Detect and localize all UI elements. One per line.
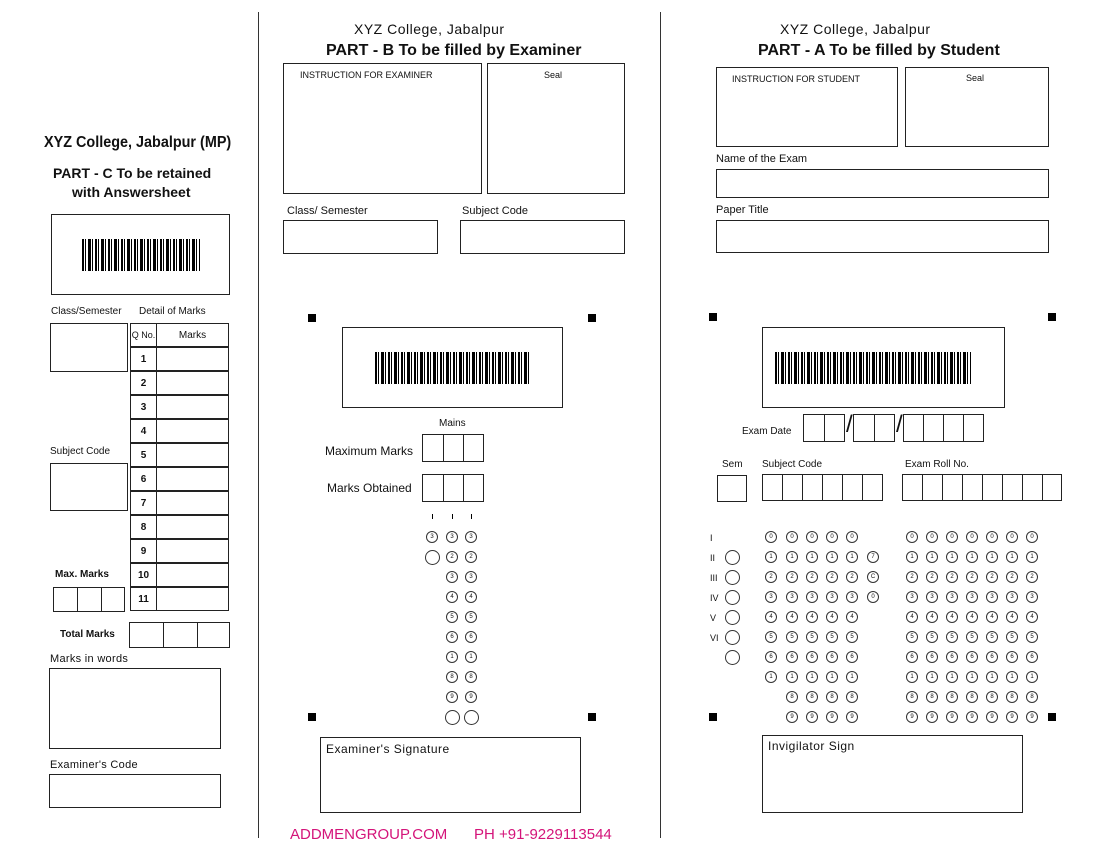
- part-a-barcode-box: [762, 327, 1005, 408]
- roman-label: IV: [710, 593, 719, 603]
- marks-in-words-label: Marks in words: [50, 653, 129, 665]
- total-marks-label: Total Marks: [60, 629, 115, 640]
- qno-cell: 5: [130, 443, 157, 467]
- examiner-seal-label: Seal: [544, 70, 563, 80]
- barcode-icon: [82, 239, 200, 271]
- marks-cell[interactable]: [157, 443, 229, 467]
- maximum-marks-field[interactable]: [422, 434, 484, 462]
- table-row: [130, 395, 229, 419]
- part-b-class-label: Class/ Semester: [287, 205, 368, 217]
- roman-label: I: [710, 533, 713, 543]
- exam-date-month[interactable]: [853, 414, 895, 442]
- qno-header: Q No.: [130, 323, 157, 347]
- part-c-barcode-box: [51, 214, 230, 295]
- footer-website: ADDMENGROUP.COM: [290, 826, 448, 843]
- registration-mark: [308, 713, 316, 721]
- student-instruction-label: INSTRUCTION FOR STUDENT: [732, 74, 860, 84]
- roman-label: V: [710, 613, 717, 623]
- part-b-subject-field[interactable]: [460, 220, 625, 254]
- part-c-title-1: PART - C To be retained: [53, 165, 212, 181]
- subject-code-field[interactable]: [762, 474, 883, 501]
- examiner-signature-label: Examiner's Signature: [326, 742, 450, 756]
- paper-title-label: Paper Title: [716, 204, 769, 216]
- qno-cell: 1: [130, 347, 157, 371]
- max-marks-field[interactable]: [53, 587, 125, 612]
- roman-label: II: [710, 553, 716, 563]
- sem-field[interactable]: [717, 475, 747, 502]
- part-b-subject-label: Subject Code: [462, 205, 529, 217]
- examiner-seal-box: [487, 63, 625, 194]
- marks-cell[interactable]: [157, 491, 229, 515]
- part-b-college: XYZ College, Jabalpur: [354, 21, 505, 37]
- sem-label: Sem: [722, 459, 743, 470]
- part-b-class-field[interactable]: [283, 220, 438, 254]
- qno-cell: 7: [130, 491, 157, 515]
- exam-date-year[interactable]: [903, 414, 984, 442]
- part-b-title: PART - B To be filled by Examiner: [326, 42, 582, 59]
- part-c-college: XYZ College, Jabalpur (MP): [44, 134, 232, 151]
- roman-label: VI: [710, 633, 719, 643]
- exam-roll-field[interactable]: [902, 474, 1062, 501]
- marks-cell[interactable]: [157, 539, 229, 563]
- divider-right: [660, 12, 661, 838]
- date-separator: /: [896, 411, 903, 438]
- part-c-subject-label: Subject Code: [50, 446, 111, 457]
- examiner-instruction-label: INSTRUCTION FOR EXAMINER: [300, 70, 433, 80]
- examiners-code-field[interactable]: [49, 774, 221, 808]
- part-c-subject-field[interactable]: [50, 463, 128, 511]
- max-marks-label: Max. Marks: [55, 569, 109, 580]
- table-row: [130, 587, 229, 611]
- footer-phone: PH +91-9229113544: [474, 826, 612, 843]
- part-c-title-2: with Answersheet: [72, 184, 191, 200]
- marks-cell[interactable]: [157, 371, 229, 395]
- marks-obtained-field[interactable]: [422, 474, 484, 502]
- marks-header: Marks: [157, 323, 229, 347]
- subject-code-label: Subject Code: [762, 459, 823, 470]
- table-row: [130, 419, 229, 443]
- exam-name-label: Name of the Exam: [716, 153, 808, 165]
- table-row: [130, 467, 229, 491]
- qno-cell: 8: [130, 515, 157, 539]
- qno-cell: 11: [130, 587, 157, 611]
- student-seal-box: [905, 67, 1049, 147]
- part-b-barcode-box: [342, 327, 563, 408]
- registration-mark: [308, 314, 316, 322]
- qno-cell: 4: [130, 419, 157, 443]
- invigilator-sign-label: Invigilator Sign: [768, 739, 855, 753]
- marks-cell[interactable]: [157, 467, 229, 491]
- registration-mark: [709, 313, 717, 321]
- exam-date-day[interactable]: [803, 414, 845, 442]
- qno-cell: 6: [130, 467, 157, 491]
- table-row: [130, 371, 229, 395]
- qno-cell: 10: [130, 563, 157, 587]
- total-marks-field[interactable]: [129, 622, 230, 648]
- exam-name-field[interactable]: [716, 169, 1049, 198]
- marks-cell[interactable]: [157, 515, 229, 539]
- examiners-code-label: Examiner's Code: [50, 759, 138, 771]
- table-row: [130, 347, 229, 371]
- registration-mark: [588, 713, 596, 721]
- maximum-marks-label: Maximum Marks: [325, 444, 414, 458]
- divider-left: [258, 12, 259, 838]
- qno-cell: 9: [130, 539, 157, 563]
- marks-obtained-label: Marks Obtained: [327, 481, 412, 495]
- table-row: [130, 539, 229, 563]
- detail-of-marks-label: Detail of Marks: [139, 306, 206, 317]
- registration-mark: [1048, 713, 1056, 721]
- marks-cell[interactable]: [157, 587, 229, 611]
- table-row: [130, 515, 229, 539]
- roman-label: III: [710, 573, 718, 583]
- part-a-college: XYZ College, Jabalpur: [780, 21, 931, 37]
- barcode-icon: [375, 352, 529, 384]
- part-c-class-label: Class/Semester: [51, 306, 122, 317]
- registration-mark: [709, 713, 717, 721]
- marks-table-header: [130, 323, 229, 347]
- qno-cell: 3: [130, 395, 157, 419]
- qno-cell: 2: [130, 371, 157, 395]
- table-row: [130, 491, 229, 515]
- date-separator: /: [846, 411, 853, 438]
- invigilator-sign-box[interactable]: [762, 735, 1023, 813]
- exam-date-label: Exam Date: [742, 426, 792, 437]
- part-a-title: PART - A To be filled by Student: [758, 42, 1000, 59]
- student-instruction-box: [716, 67, 898, 147]
- marks-cell[interactable]: [157, 419, 229, 443]
- student-seal-label: Seal: [966, 73, 985, 83]
- mains-label: Mains: [439, 418, 466, 429]
- registration-mark: [1048, 313, 1056, 321]
- marks-cell[interactable]: [157, 347, 229, 371]
- marks-in-words-field[interactable]: [49, 668, 221, 749]
- part-c-class-field[interactable]: [50, 323, 128, 372]
- table-row: [130, 443, 229, 467]
- marks-cell[interactable]: [157, 563, 229, 587]
- examiner-signature-box[interactable]: [320, 737, 581, 813]
- barcode-icon: [775, 352, 971, 384]
- registration-mark: [588, 314, 596, 322]
- table-row: [130, 563, 229, 587]
- examiner-instruction-box: [283, 63, 482, 194]
- paper-title-field[interactable]: [716, 220, 1049, 253]
- exam-roll-label: Exam Roll No.: [905, 459, 969, 470]
- marks-cell[interactable]: [157, 395, 229, 419]
